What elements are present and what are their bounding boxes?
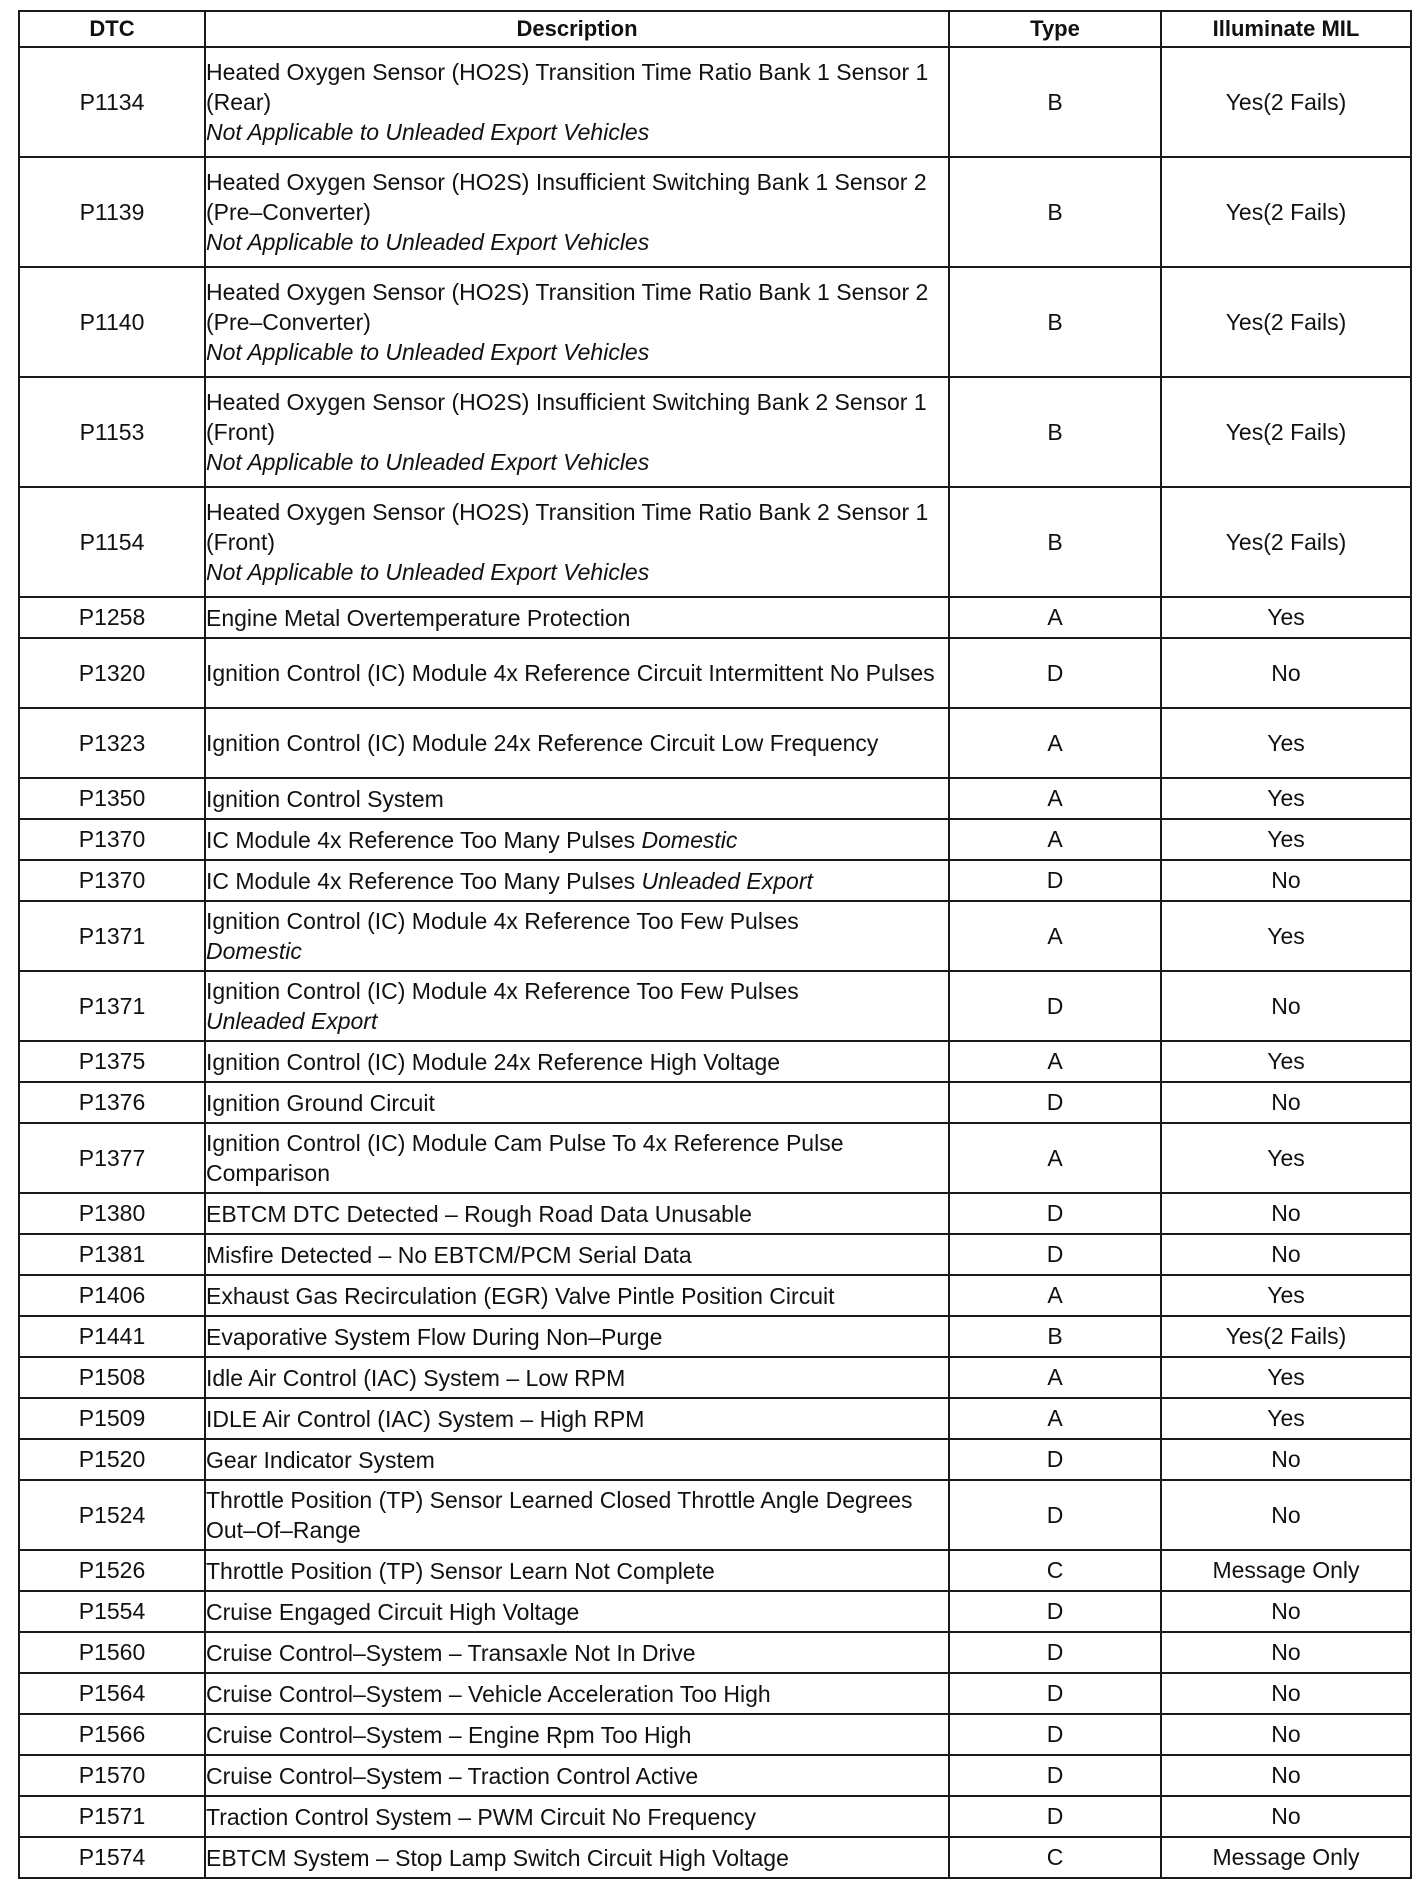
dtc-type: C: [949, 1550, 1161, 1591]
description-text: Heated Oxygen Sensor (HO2S) Transition Time Ratio Bank 1 Sensor 1 (Rear): [206, 59, 929, 115]
table-row: [19, 1316, 1411, 1357]
table-row: [19, 47, 1411, 157]
description-text: Ignition Ground Circuit: [206, 1089, 435, 1116]
description-text: Ignition Control System: [206, 785, 444, 812]
description-text: Throttle Position (TP) Sensor Learned Closed Throttle Angle Degrees Out–Of–Range: [206, 1487, 913, 1543]
illuminate-mil: Yes: [1161, 1123, 1411, 1193]
dtc-description: [205, 1316, 949, 1357]
illuminate-mil: No: [1161, 1480, 1411, 1550]
dtc-type: A: [949, 1275, 1161, 1316]
dtc-type: D: [949, 1755, 1161, 1796]
table-row: [19, 638, 1411, 708]
illuminate-mil: Yes: [1161, 708, 1411, 778]
description-text: Cruise Control–System – Engine Rpm Too High: [206, 1721, 692, 1748]
dtc-type: A: [949, 1357, 1161, 1398]
dtc-description: [205, 1673, 949, 1714]
illuminate-mil: Yes(2 Fails): [1161, 487, 1411, 597]
dtc-description: [205, 1591, 949, 1632]
dtc-description: [205, 638, 949, 708]
header-type: Type: [949, 11, 1161, 47]
table-row: [19, 1480, 1411, 1550]
description-text: Heated Oxygen Sensor (HO2S) Transition Time Ratio Bank 2 Sensor 1 (Front): [206, 499, 929, 555]
table-row: [19, 267, 1411, 377]
dtc-code: P1134: [19, 47, 205, 157]
description-note: Not Applicable to Unleaded Export Vehicles: [206, 449, 650, 475]
dtc-code: P1371: [19, 901, 205, 971]
description-note: Unleaded Export: [206, 1008, 378, 1034]
table-row: [19, 1357, 1411, 1398]
dtc-description: [205, 157, 949, 267]
table-row: [19, 971, 1411, 1041]
dtc-type: D: [949, 1234, 1161, 1275]
illuminate-mil: No: [1161, 1591, 1411, 1632]
illuminate-mil: Yes: [1161, 597, 1411, 638]
dtc-code: P1370: [19, 819, 205, 860]
description-text: Ignition Control (IC) Module 4x Reference Circuit Intermittent No Pulses: [206, 660, 935, 686]
description-text: Misfire Detected – No EBTCM/PCM Serial Data: [206, 1241, 692, 1268]
dtc-code: P1571: [19, 1796, 205, 1837]
description-text: Heated Oxygen Sensor (HO2S) Insufficient Switching Bank 1 Sensor 2 (Pre–Converter): [206, 169, 927, 225]
description-text: Ignition Control (IC) Module Cam Pulse To 4x Reference Pulse Comparison: [206, 1130, 844, 1186]
dtc-code: P1376: [19, 1082, 205, 1123]
dtc-code: P1381: [19, 1234, 205, 1275]
dtc-type: D: [949, 1082, 1161, 1123]
illuminate-mil: Yes: [1161, 901, 1411, 971]
illuminate-mil: No: [1161, 638, 1411, 708]
description-text: Cruise Engaged Circuit High Voltage: [206, 1598, 580, 1625]
dtc-description: [205, 708, 949, 778]
dtc-type: A: [949, 1041, 1161, 1082]
illuminate-mil: No: [1161, 1234, 1411, 1275]
dtc-description: [205, 778, 949, 819]
description-note: Not Applicable to Unleaded Export Vehicles: [206, 559, 650, 585]
dtc-description: [205, 1439, 949, 1480]
dtc-type: A: [949, 819, 1161, 860]
dtc-code: P1441: [19, 1316, 205, 1357]
dtc-code: P1370: [19, 860, 205, 901]
dtc-table-header: [19, 11, 1411, 47]
illuminate-mil: Yes(2 Fails): [1161, 267, 1411, 377]
description-text: IC Module 4x Reference Too Many Pulses: [206, 867, 636, 894]
dtc-code: P1509: [19, 1398, 205, 1439]
description-text: Traction Control System – PWM Circuit No Frequency: [206, 1803, 757, 1830]
table-row: [19, 1714, 1411, 1755]
dtc-description: [205, 487, 949, 597]
header-dtc: DTC: [19, 11, 205, 47]
table-row: [19, 901, 1411, 971]
table-row: [19, 157, 1411, 267]
description-text: IDLE Air Control (IAC) System – High RPM: [206, 1405, 645, 1432]
dtc-type: D: [949, 638, 1161, 708]
dtc-type: D: [949, 1591, 1161, 1632]
header-illuminate-mil: Illuminate MIL: [1161, 11, 1411, 47]
dtc-code: P1140: [19, 267, 205, 377]
header-description: Description: [205, 11, 949, 47]
dtc-type: B: [949, 47, 1161, 157]
description-note: Domestic: [206, 938, 302, 964]
description-text: Evaporative System Flow During Non–Purge: [206, 1323, 663, 1350]
table-row: [19, 1755, 1411, 1796]
dtc-type: B: [949, 377, 1161, 487]
table-row: [19, 1550, 1411, 1591]
dtc-description: [205, 1082, 949, 1123]
dtc-type: D: [949, 1673, 1161, 1714]
dtc-type: D: [949, 860, 1161, 901]
table-row: [19, 860, 1411, 901]
table-row: [19, 708, 1411, 778]
description-note: Not Applicable to Unleaded Export Vehicles: [206, 119, 650, 145]
illuminate-mil: Message Only: [1161, 1550, 1411, 1591]
description-note: Not Applicable to Unleaded Export Vehicles: [206, 229, 650, 255]
illuminate-mil: No: [1161, 1193, 1411, 1234]
dtc-type: D: [949, 1632, 1161, 1673]
dtc-type: B: [949, 267, 1161, 377]
description-text: Heated Oxygen Sensor (HO2S) Insufficient Switching Bank 2 Sensor 1 (Front): [206, 389, 927, 445]
description-text: EBTCM DTC Detected – Rough Road Data Unusable: [206, 1200, 752, 1227]
table-row: [19, 1193, 1411, 1234]
description-text: Cruise Control–System – Transaxle Not In Drive: [206, 1639, 696, 1666]
dtc-description: [205, 1193, 949, 1234]
dtc-code: P1570: [19, 1755, 205, 1796]
dtc-description: [205, 1041, 949, 1082]
illuminate-mil: Message Only: [1161, 1837, 1411, 1878]
table-row: [19, 1591, 1411, 1632]
table-row: [19, 1275, 1411, 1316]
dtc-type: D: [949, 1796, 1161, 1837]
table-row: [19, 1041, 1411, 1082]
dtc-code: P1524: [19, 1480, 205, 1550]
dtc-type: A: [949, 1123, 1161, 1193]
description-text: Engine Metal Overtemperature Protection: [206, 604, 631, 631]
dtc-code: P1139: [19, 157, 205, 267]
table-row: [19, 377, 1411, 487]
table-row: [19, 778, 1411, 819]
dtc-description: [205, 267, 949, 377]
dtc-description: [205, 1755, 949, 1796]
description-text: Ignition Control (IC) Module 4x Reference Too Few Pulses: [206, 978, 799, 1004]
dtc-code: P1564: [19, 1673, 205, 1714]
illuminate-mil: Yes: [1161, 1357, 1411, 1398]
dtc-type: B: [949, 487, 1161, 597]
dtc-code: P1508: [19, 1357, 205, 1398]
table-row: [19, 1796, 1411, 1837]
dtc-type: B: [949, 1316, 1161, 1357]
dtc-code: P1574: [19, 1837, 205, 1878]
description-text: Cruise Control–System – Traction Control Active: [206, 1762, 699, 1789]
description-text: Idle Air Control (IAC) System – Low RPM: [206, 1364, 626, 1391]
dtc-description: [205, 1357, 949, 1398]
dtc-description: [205, 377, 949, 487]
dtc-type: D: [949, 1193, 1161, 1234]
dtc-description: [205, 819, 949, 860]
dtc-description: [205, 860, 949, 901]
dtc-description: [205, 901, 949, 971]
dtc-code: P1566: [19, 1714, 205, 1755]
description-note: Not Applicable to Unleaded Export Vehicles: [206, 339, 650, 365]
description-text: Ignition Control (IC) Module 24x Reference Circuit Low Frequency: [206, 730, 879, 756]
dtc-description: [205, 1123, 949, 1193]
dtc-description: [205, 1398, 949, 1439]
dtc-description: [205, 597, 949, 638]
dtc-code: P1350: [19, 778, 205, 819]
description-qualifier: Domestic: [641, 826, 738, 853]
dtc-description: [205, 1632, 949, 1673]
dtc-description: [205, 1837, 949, 1878]
dtc-description: [205, 47, 949, 157]
illuminate-mil: No: [1161, 860, 1411, 901]
dtc-code: P1375: [19, 1041, 205, 1082]
table-row: [19, 1398, 1411, 1439]
description-text: Cruise Control–System – Vehicle Acceleration Too High: [206, 1680, 771, 1707]
dtc-code: P1380: [19, 1193, 205, 1234]
description-text: Exhaust Gas Recirculation (EGR) Valve Pintle Position Circuit: [206, 1282, 835, 1309]
illuminate-mil: Yes: [1161, 1275, 1411, 1316]
illuminate-mil: No: [1161, 1673, 1411, 1714]
illuminate-mil: Yes: [1161, 1398, 1411, 1439]
description-qualifier: Unleaded Export: [641, 867, 813, 894]
illuminate-mil: Yes(2 Fails): [1161, 377, 1411, 487]
dtc-description: [205, 971, 949, 1041]
table-row: [19, 1632, 1411, 1673]
dtc-type: D: [949, 971, 1161, 1041]
illuminate-mil: Yes(2 Fails): [1161, 1316, 1411, 1357]
illuminate-mil: Yes: [1161, 819, 1411, 860]
description-text: IC Module 4x Reference Too Many Pulses: [206, 826, 636, 853]
illuminate-mil: No: [1161, 971, 1411, 1041]
dtc-code: P1371: [19, 971, 205, 1041]
dtc-code: P1560: [19, 1632, 205, 1673]
description-text: Ignition Control (IC) Module 24x Reference High Voltage: [206, 1048, 781, 1075]
dtc-type: C: [949, 1837, 1161, 1878]
dtc-code: P1320: [19, 638, 205, 708]
dtc-description: [205, 1714, 949, 1755]
description-text: Gear Indicator System: [206, 1446, 435, 1473]
dtc-type: D: [949, 1480, 1161, 1550]
dtc-code: P1258: [19, 597, 205, 638]
dtc-type: D: [949, 1439, 1161, 1480]
dtc-description: [205, 1550, 949, 1591]
description-text: Heated Oxygen Sensor (HO2S) Transition Time Ratio Bank 1 Sensor 2 (Pre–Converter): [206, 279, 929, 335]
table-row: [19, 597, 1411, 638]
dtc-type: A: [949, 1398, 1161, 1439]
dtc-code: P1154: [19, 487, 205, 597]
illuminate-mil: Yes: [1161, 778, 1411, 819]
dtc-code: P1153: [19, 377, 205, 487]
description-text: EBTCM System – Stop Lamp Switch Circuit High Voltage: [206, 1844, 789, 1871]
table-row: [19, 819, 1411, 860]
description-text: Throttle Position (TP) Sensor Learn Not Complete: [206, 1557, 715, 1584]
table-row: [19, 1837, 1411, 1878]
table-row: [19, 1673, 1411, 1714]
dtc-table: [18, 10, 1412, 1879]
dtc-type: B: [949, 157, 1161, 267]
illuminate-mil: No: [1161, 1439, 1411, 1480]
dtc-description: [205, 1275, 949, 1316]
illuminate-mil: No: [1161, 1714, 1411, 1755]
dtc-type: A: [949, 597, 1161, 638]
illuminate-mil: No: [1161, 1755, 1411, 1796]
dtc-table-body: [19, 47, 1411, 1878]
illuminate-mil: No: [1161, 1796, 1411, 1837]
dtc-document-page: [18, 10, 1410, 1879]
illuminate-mil: Yes: [1161, 1041, 1411, 1082]
illuminate-mil: Yes(2 Fails): [1161, 157, 1411, 267]
illuminate-mil: Yes(2 Fails): [1161, 47, 1411, 157]
dtc-type: D: [949, 1714, 1161, 1755]
table-row: [19, 1123, 1411, 1193]
table-row: [19, 1082, 1411, 1123]
dtc-description: [205, 1234, 949, 1275]
dtc-description: [205, 1480, 949, 1550]
dtc-code: P1520: [19, 1439, 205, 1480]
dtc-type: A: [949, 708, 1161, 778]
dtc-code: P1406: [19, 1275, 205, 1316]
dtc-type: A: [949, 901, 1161, 971]
dtc-code: P1526: [19, 1550, 205, 1591]
dtc-description: [205, 1796, 949, 1837]
dtc-type: A: [949, 778, 1161, 819]
table-row: [19, 487, 1411, 597]
dtc-code: P1323: [19, 708, 205, 778]
table-row: [19, 1234, 1411, 1275]
dtc-code: P1377: [19, 1123, 205, 1193]
dtc-code: P1554: [19, 1591, 205, 1632]
illuminate-mil: No: [1161, 1632, 1411, 1673]
description-text: Ignition Control (IC) Module 4x Reference Too Few Pulses: [206, 908, 799, 934]
illuminate-mil: No: [1161, 1082, 1411, 1123]
table-row: [19, 1439, 1411, 1480]
